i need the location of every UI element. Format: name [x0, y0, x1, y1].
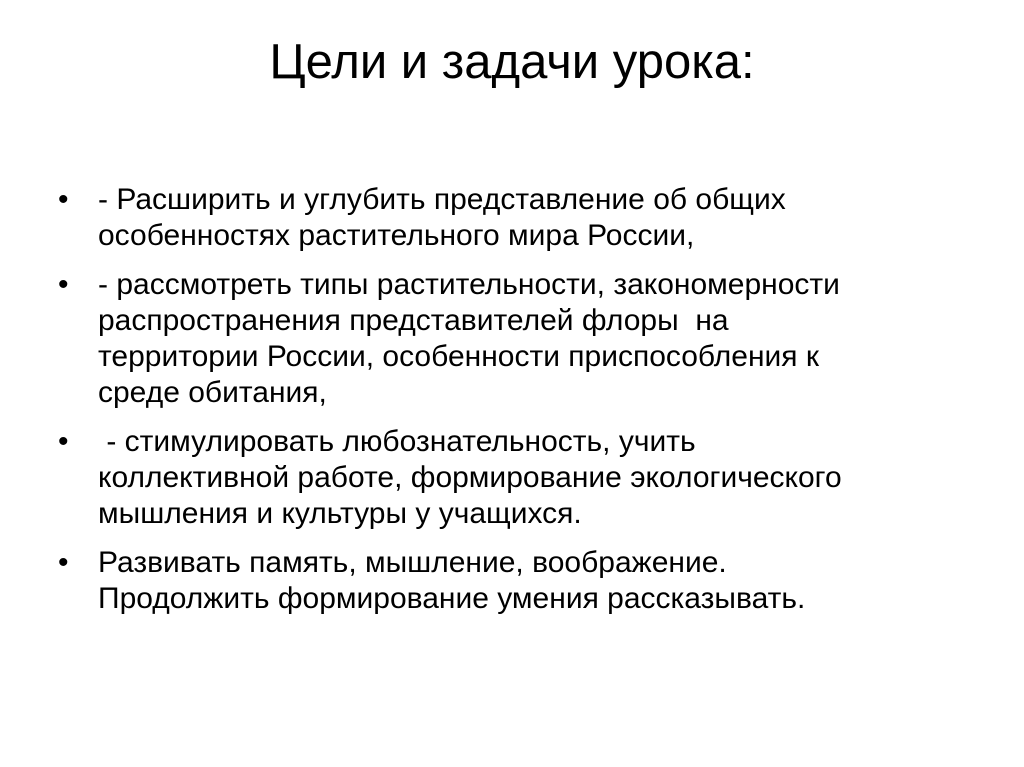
bullet-item — [58, 545, 978, 617]
bullet-item — [58, 424, 978, 532]
bullet-text-line: мышления и культуры у учащихся. — [98, 497, 582, 530]
bullet-text-line: особенностях растительного мира России, — [98, 219, 695, 252]
bullet-text-line: Продолжить формирование умения рассказывать. — [98, 582, 806, 615]
bullet-item — [58, 267, 978, 411]
bullet-text-line: - стимулировать любознательность, учить — [98, 425, 696, 458]
slide-title: Цели и задачи урока: — [269, 35, 755, 89]
bullet-dot-icon: • — [58, 425, 69, 458]
bullet-text-line: среде обитания, — [98, 376, 327, 409]
bullet-dot-icon: • — [58, 546, 69, 579]
bullet-dot-icon: • — [58, 183, 69, 216]
bullet-text-line: Развивать память, мышление, воображение. — [98, 546, 727, 579]
bullet-dot-icon: • — [58, 268, 69, 301]
bullet-text-line: коллективной работе, формирование экологического — [98, 461, 842, 494]
bullet-text-line: территории России, особенности приспособления к — [98, 340, 819, 373]
bullet-text-line: - Расширить и углубить представление об общих — [98, 183, 786, 216]
bullet-text-line: распространения представителей флоры на — [98, 304, 729, 337]
bullet-item — [58, 182, 978, 254]
bullet-list — [58, 182, 978, 630]
bullet-text-line: - рассмотреть типы растительности, закономерности — [98, 268, 840, 301]
